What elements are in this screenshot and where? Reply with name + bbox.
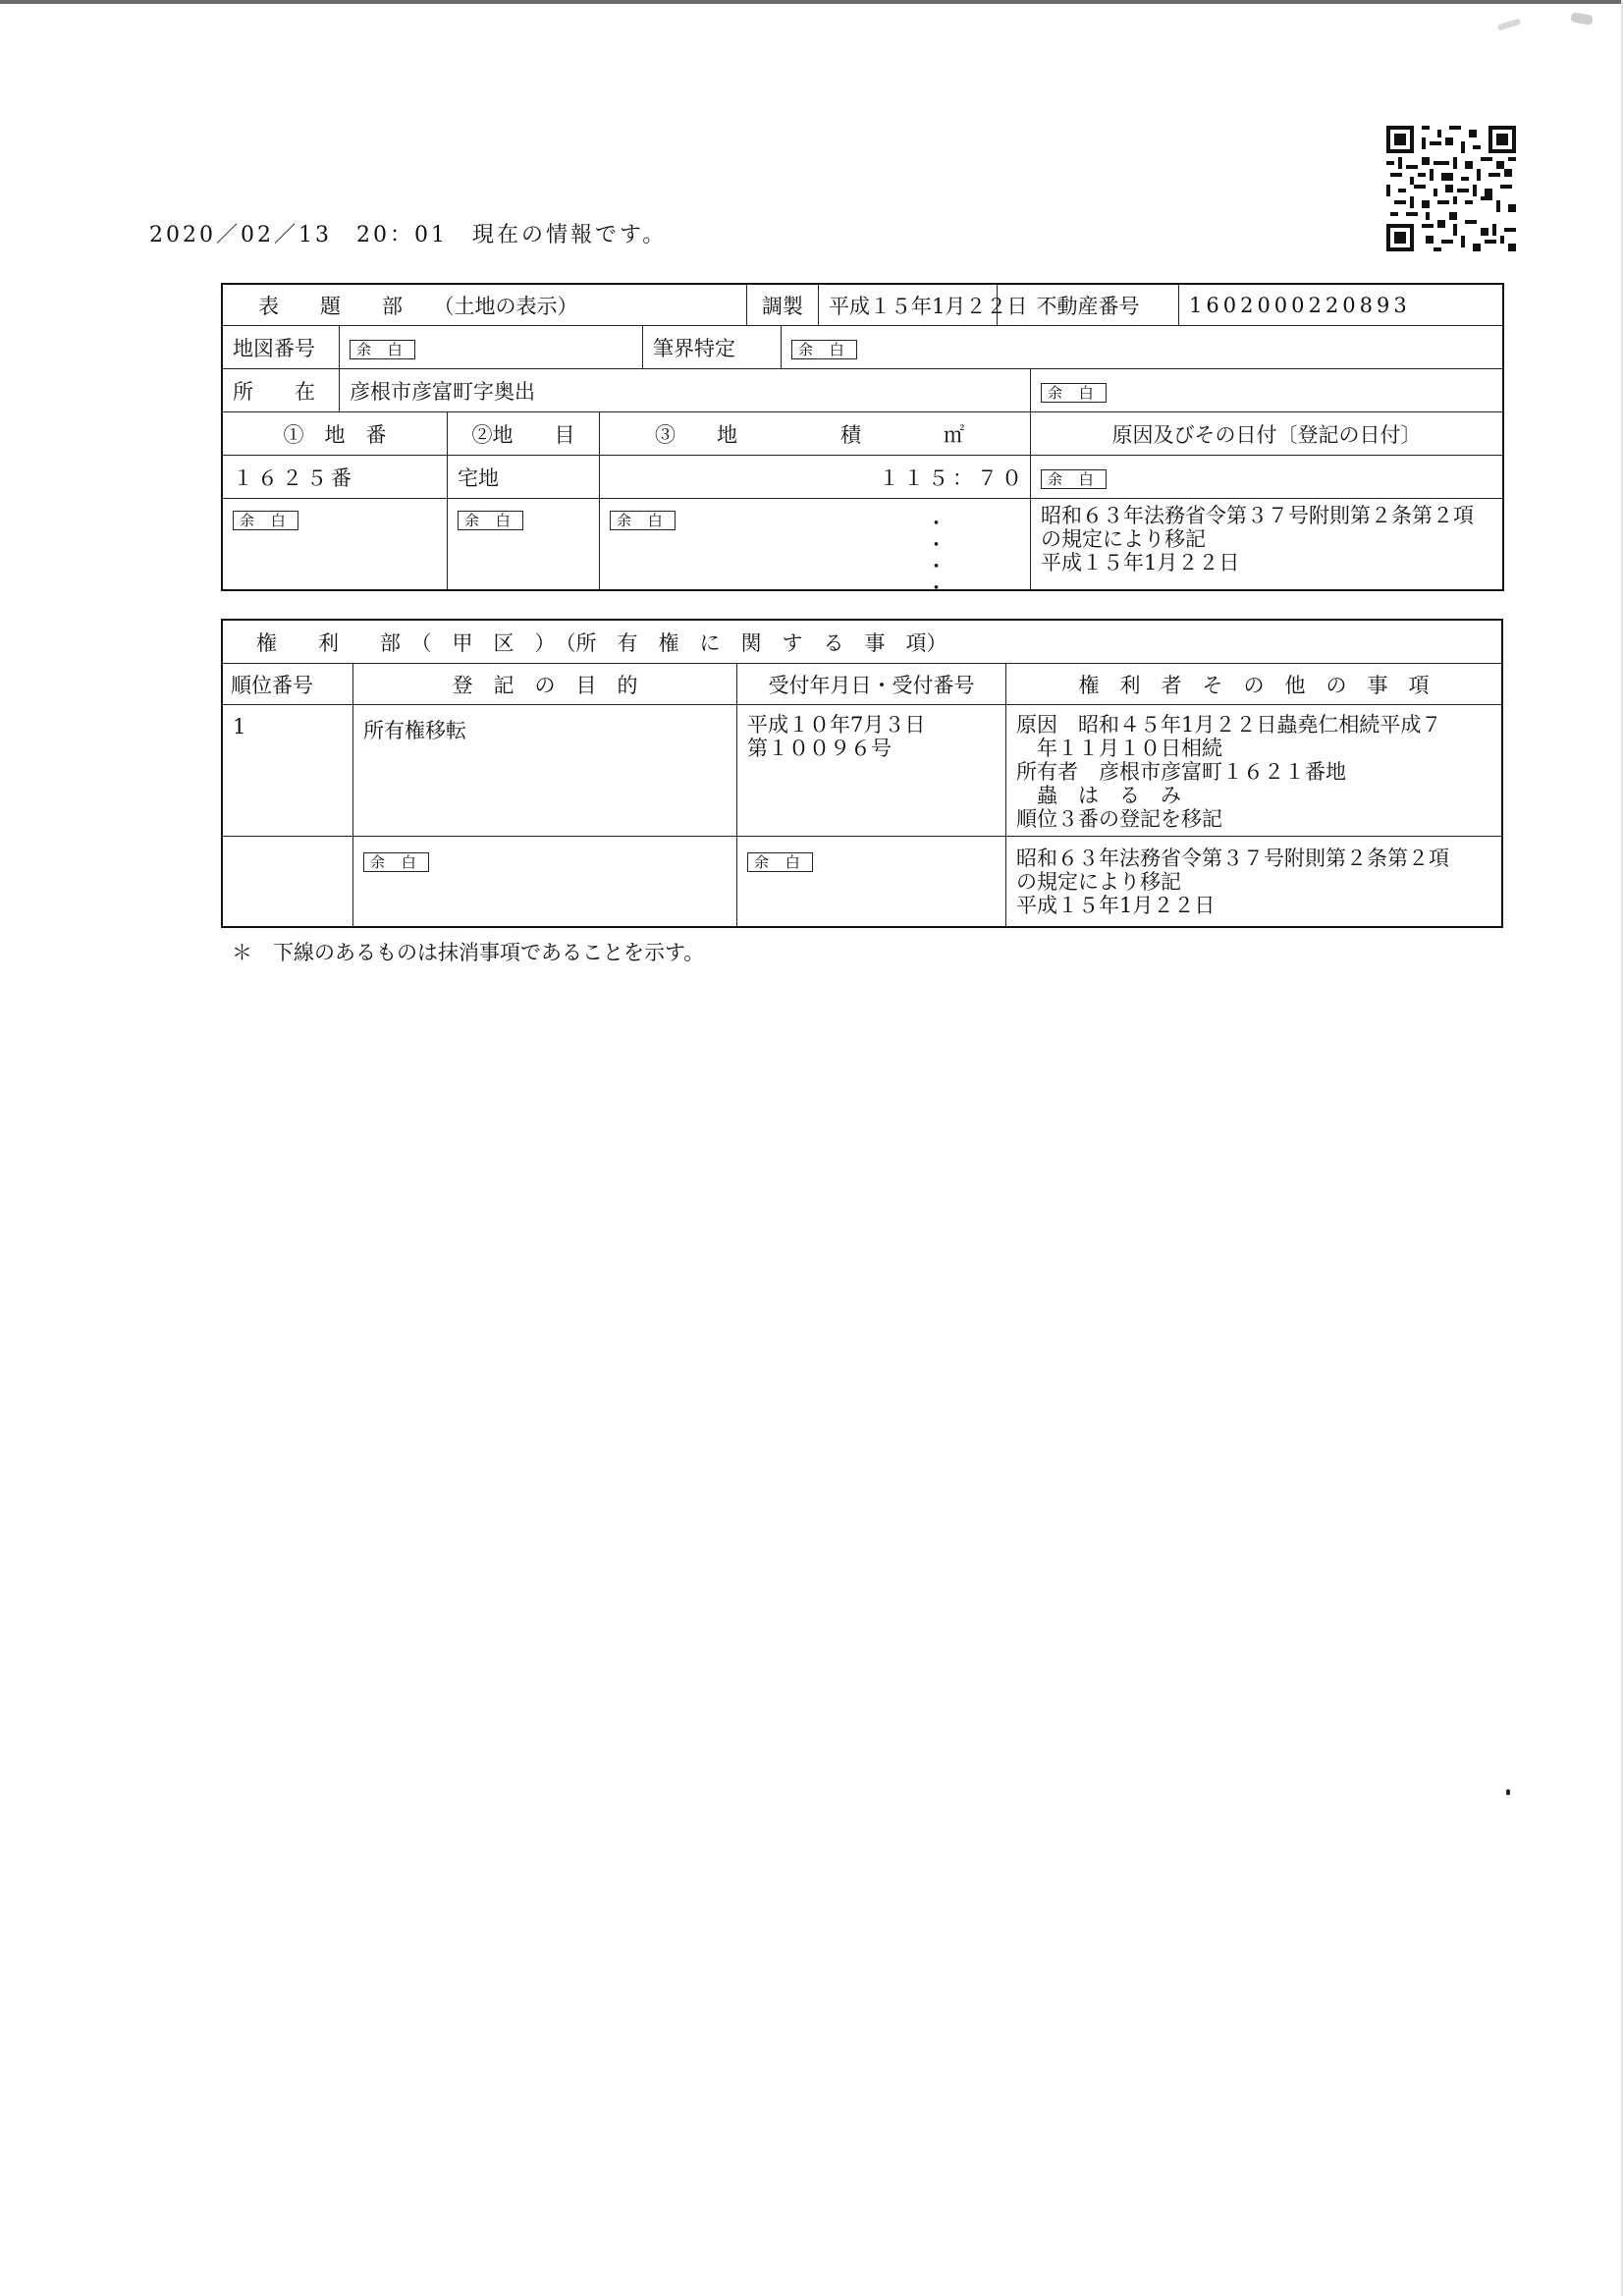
title-section-table — [222, 284, 1503, 590]
cause-blank-stamp: 余 白 — [1041, 469, 1107, 489]
scan-speck — [1506, 1789, 1510, 1795]
document-timestamp: 2020／02／13 20：01 現在の情報です。 — [149, 223, 668, 247]
scan-smudge — [1497, 18, 1522, 30]
property-number-label: 不動産番号 — [998, 285, 1179, 326]
lot-blank-stamp: 余 白 — [233, 511, 298, 530]
column-holder-details: 権 利 者 そ の 他 の 事 項 — [1006, 664, 1502, 705]
boundary-label: 筆界特定 — [643, 326, 782, 369]
location-blank-stamp: 余 白 — [1041, 383, 1107, 403]
property-number: 1602000220893 — [1179, 285, 1503, 326]
purpose-blank-stamp: 余 白 — [363, 852, 429, 872]
lot-number-value: １６２５番 — [223, 456, 448, 499]
column-registration-purpose: 登 記 の 目 的 — [353, 664, 737, 705]
scan-top-edge — [0, 0, 1623, 4]
category-blank-stamp: 余 白 — [458, 511, 523, 530]
land-area-value: １１５：７０ — [600, 456, 1031, 499]
receipt-value: 平成１０年7月３日 第１００９６号 — [747, 713, 926, 760]
receipt-blank-stamp: 余 白 — [747, 852, 813, 872]
title-section-heading: 表 題 部 （土地の表示） — [223, 285, 747, 326]
footnote: ＊ 下線のあるものは抹消事項であることを示す。 — [232, 941, 705, 964]
area-continuation-dots: ・・・・ — [923, 513, 947, 599]
qr-code — [1386, 126, 1516, 251]
location-value: 彦根市彦富町字奥出 — [340, 369, 1031, 412]
transfer-note: 昭和６３年法務省令第３７号附則第２条第２項 の規定により移記 平成１５年1月２２日 — [1016, 847, 1449, 917]
table-row — [223, 705, 1502, 837]
holder-details-value: 原因 昭和４５年1月２２日蟲堯仁相続平成７ 年１１月１０日相続 所有者 彦根市彦富町１６２１番地 蟲 は る み 順位３番の登記を移記 — [1016, 713, 1442, 831]
column-land-category: ②地 目 — [448, 412, 600, 456]
area-blank-stamp: 余 白 — [610, 511, 676, 530]
prepared-label: 調製 — [747, 285, 819, 326]
registration-purpose-value: 所有権移転 — [353, 705, 737, 837]
boundary-blank-stamp: 余 白 — [791, 340, 857, 359]
location-label: 所 在 — [223, 369, 340, 412]
column-land-area: ③ 地 積 ㎡ — [600, 412, 1031, 456]
rank-value: 1 — [223, 705, 353, 837]
scan-smudge — [1570, 12, 1593, 26]
table-row — [223, 837, 1502, 927]
column-rank: 順位番号 — [223, 664, 353, 705]
column-lot-number: ① 地 番 — [223, 412, 448, 456]
rank-value — [223, 837, 353, 927]
map-number-blank-stamp: 余 白 — [350, 340, 415, 359]
column-receipt: 受付年月日・受付番号 — [737, 664, 1006, 705]
prepared-date: 平成１５年1月２２日 — [819, 285, 998, 326]
column-cause-date: 原因及びその日付〔登記の日付〕 — [1031, 412, 1503, 456]
map-number-label: 地図番号 — [223, 326, 340, 369]
rights-section-heading: 権 利 部 （ 甲 区 ） （所 有 権 に 関 す る 事 項） — [223, 621, 1502, 664]
transfer-note: 昭和６３年法務省令第３７号附則第２条第２項 の規定により移記 平成１５年1月２２日 — [1041, 504, 1474, 574]
rights-section-table — [222, 620, 1502, 927]
land-category-value: 宅地 — [448, 456, 600, 499]
